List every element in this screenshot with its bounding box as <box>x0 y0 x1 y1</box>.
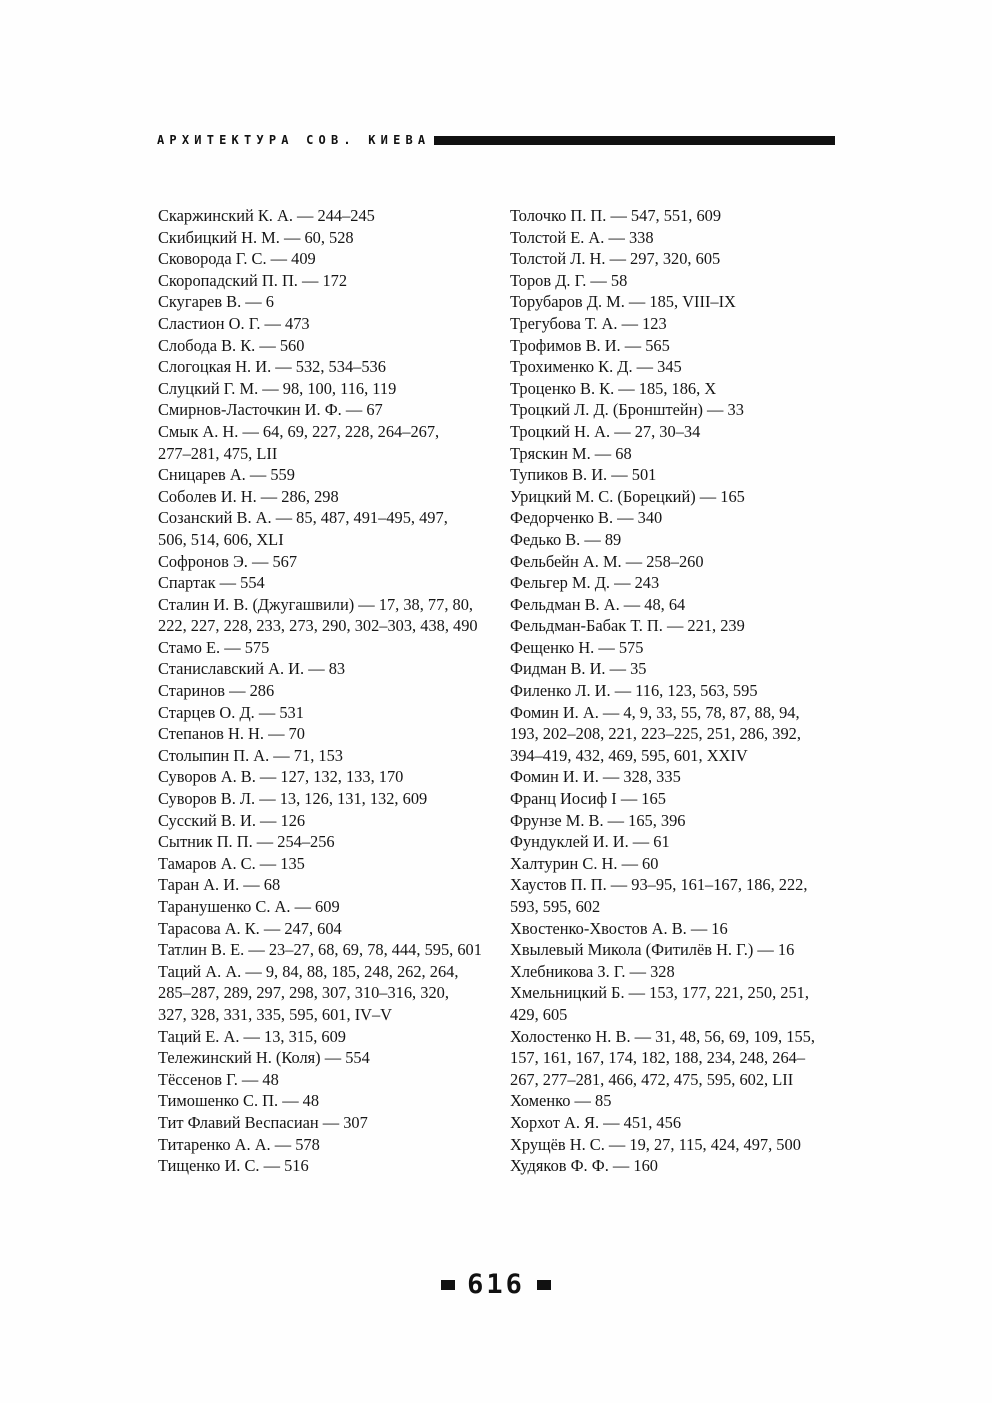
folio-dash-right <box>537 1280 551 1290</box>
index-entry: Трохименко К. Д. — 345 <box>510 357 682 377</box>
index-entry: Фундуклей И. И. — 61 <box>510 832 670 852</box>
index-entry: Тупиков В. И. — 501 <box>510 465 657 485</box>
index-entry: Старцев О. Д. — 531 <box>158 702 304 722</box>
index-column-right <box>510 205 846 1177</box>
index-entry: Сусский В. И. — 126 <box>158 810 306 830</box>
index-entry: Тряскин М. — 68 <box>510 443 632 463</box>
index-entry: Хрущёв Н. С. — 19, 27, 115, 424, 497, 500 <box>510 1134 801 1154</box>
index-entry: Халтурин С. Н. — 60 <box>510 853 659 873</box>
index-entry: Хмельницкий Б. — 153, 177, 221, 250, 251, <box>510 983 809 1003</box>
index-entry: Сницарев А. — 559 <box>158 465 295 485</box>
index-entry: Соболев И. Н. — 286, 298 <box>158 486 339 506</box>
index-entry: Фомин И. А. — 4, 9, 33, 55, 78, 87, 88, 94, <box>510 702 800 722</box>
index-entry: Тёссенов Г. — 48 <box>158 1069 279 1089</box>
index-entry: 277–281, 475, LII <box>158 443 278 463</box>
index-entry: Таций А. А. — 9, 84, 88, 185, 248, 262, 264, <box>158 961 459 981</box>
index-entry: Таранушенко С. А. — 609 <box>158 897 340 916</box>
index-entry: Созанский В. А. — 85, 487, 491–495, 497, <box>158 508 448 528</box>
index-entry: Фельбейн А. М. — 258–260 <box>510 551 704 571</box>
index-entry: Софронов Э. — 567 <box>158 551 298 571</box>
index-entry: Смирнов-Ласточкин И. Ф. — 67 <box>158 400 383 420</box>
index-entry: 267, 277–281, 466, 472, 475, 595, 602, LII <box>510 1069 794 1089</box>
index-column-left <box>158 205 494 1177</box>
folio-dash-left <box>441 1280 455 1290</box>
index-entry: Тищенко И. С. — 516 <box>158 1156 309 1176</box>
index-entry: 285–287, 289, 297, 298, 307, 310–316, 320, <box>158 983 449 1003</box>
index-entry: Федько В. — 89 <box>510 529 622 549</box>
index-entry: Тамаров А. С. — 135 <box>158 853 305 873</box>
index-entry: Смык А. Н. — 64, 69, 227, 228, 264–267, <box>158 421 440 441</box>
index-entry: Слуцкий Г. М. — 98, 100, 116, 119 <box>158 378 397 398</box>
header-rule <box>434 136 835 145</box>
index-entry: Стамо Е. — 575 <box>158 637 270 657</box>
index-entry: Сластион О. Г. — 473 <box>158 313 310 333</box>
index-entry: Тарасова А. К. — 247, 604 <box>158 918 342 938</box>
index-entry: Хаустов П. П. — 93–95, 161–167, 186, 222, <box>510 875 808 895</box>
index-entry: Тит Флавий Веспасиан — 307 <box>158 1112 368 1132</box>
index-entry: Торубаров Д. М. — 185, VIII–IX <box>510 292 736 312</box>
index-entry: Титаренко А. А. — 578 <box>158 1134 320 1154</box>
index-entry: Столыпин П. А. — 71, 153 <box>158 745 343 765</box>
index-entry: Фельгер М. Д. — 243 <box>510 573 660 593</box>
index-entry: Хлебникова З. Г. — 328 <box>510 961 675 981</box>
index-entry: Татлин В. Е. — 23–27, 68, 69, 78, 444, 595, 601 <box>158 940 482 960</box>
index-entry: Сытник П. П. — 254–256 <box>158 832 335 852</box>
index-entry: Слобода В. К. — 560 <box>158 335 305 355</box>
index-entry: Суворов А. В. — 127, 132, 133, 170 <box>158 767 404 787</box>
index-entry: Таций Е. А. — 13, 315, 609 <box>158 1026 346 1046</box>
index-entry: Хорхот А. Я. — 451, 456 <box>510 1112 682 1132</box>
index-entry: Слогоцкая Н. И. — 532, 534–536 <box>158 357 386 377</box>
index-entry: Холостенко Н. В. — 31, 48, 56, 69, 109, 155, <box>510 1026 815 1046</box>
index-entry: Фомин И. И. — 328, 335 <box>510 767 681 787</box>
index-entry: Хоменко — 85 <box>510 1091 612 1111</box>
index-entry: Скугарев В. — 6 <box>158 292 274 312</box>
index-entry: 157, 161, 167, 174, 182, 188, 234, 248, 264– <box>510 1048 806 1068</box>
index-entry: Федорченко В. — 340 <box>510 508 663 528</box>
index-entry: Трегубова Т. А. — 123 <box>510 313 667 333</box>
index-entry: 222, 227, 228, 233, 273, 290, 302–303, 438, 490 <box>158 616 478 636</box>
running-header <box>157 131 835 149</box>
index-entry: Толстой Е. А. — 338 <box>510 227 654 247</box>
index-entry: Фидман В. И. — 35 <box>510 659 647 679</box>
index-entry: Скоропадский П. П. — 172 <box>158 270 348 290</box>
index-entry: 327, 328, 331, 335, 595, 601, IV–V <box>158 1004 393 1024</box>
index-entry: Троцкий Н. А. — 27, 30–34 <box>510 421 701 441</box>
index-entry: Старинов — 286 <box>158 681 275 701</box>
index-entry: 193, 202–208, 221, 223–225, 251, 286, 392, <box>510 724 801 744</box>
index-entry: Степанов Н. Н. — 70 <box>158 724 305 744</box>
index-entry: Франц Иосиф I — 165 <box>510 789 666 809</box>
page-footer <box>0 1268 992 1302</box>
index-entry: 593, 595, 602 <box>510 897 601 916</box>
index-entry: Таран А. И. — 68 <box>158 875 281 895</box>
index-entry: Трофимов В. И. — 565 <box>510 335 670 355</box>
index-entry: Суворов В. Л. — 13, 126, 131, 132, 609 <box>158 789 428 809</box>
running-header-title: АРХИТЕКТУРА СОВ. КИЕВА <box>157 133 431 147</box>
index-entry: Урицкий М. С. (Борецкий) — 165 <box>510 486 745 506</box>
index-entry: Фещенко Н. — 575 <box>510 637 644 657</box>
index-entry: 506, 514, 606, XLI <box>158 529 284 549</box>
index-entry: Хвылевый Микола (Фитилёв Н. Г.) — 16 <box>510 940 795 960</box>
index-entry: Троцкий Л. Д. (Бронштейн) — 33 <box>510 400 744 420</box>
index-entry: Скаржинский К. А. — 244–245 <box>158 206 375 225</box>
index-entry: Сталин И. В. (Джугашвили) — 17, 38, 77, 80, <box>158 594 474 614</box>
index-entry: 429, 605 <box>510 1004 568 1024</box>
index-entry: Тележинский Н. (Коля) — 554 <box>158 1048 370 1068</box>
index-entry: Сковорода Г. С. — 409 <box>158 249 316 269</box>
index-entry: Троценко В. К. — 185, 186, X <box>510 378 717 398</box>
index-entry: Фрунзе М. В. — 165, 396 <box>510 810 686 830</box>
index-entry: Станиславский А. И. — 83 <box>158 659 346 679</box>
index-entry: Фельдман-Бабак Т. П. — 221, 239 <box>510 616 745 636</box>
page-number: 616 <box>467 1269 525 1300</box>
index-entry: Худяков Ф. Ф. — 160 <box>510 1156 658 1176</box>
index-entry: Филенко Л. И. — 116, 123, 563, 595 <box>510 681 758 701</box>
index-entry: Толочко П. П. — 547, 551, 609 <box>510 206 722 225</box>
index-entry: Скибицкий Н. М. — 60, 528 <box>158 227 354 247</box>
index-entry: Торов Д. Г. — 58 <box>510 270 628 290</box>
index-entry: Фельдман В. А. — 48, 64 <box>510 594 686 614</box>
index-entry: Толстой Л. Н. — 297, 320, 605 <box>510 249 721 269</box>
index-entry: 394–419, 432, 469, 595, 601, XXIV <box>510 745 748 765</box>
index-entry: Хвостенко-Хвостов А. В. — 16 <box>510 918 728 938</box>
index-entry: Тимошенко С. П. — 48 <box>158 1091 320 1111</box>
index-entry: Спартак — 554 <box>158 573 265 593</box>
